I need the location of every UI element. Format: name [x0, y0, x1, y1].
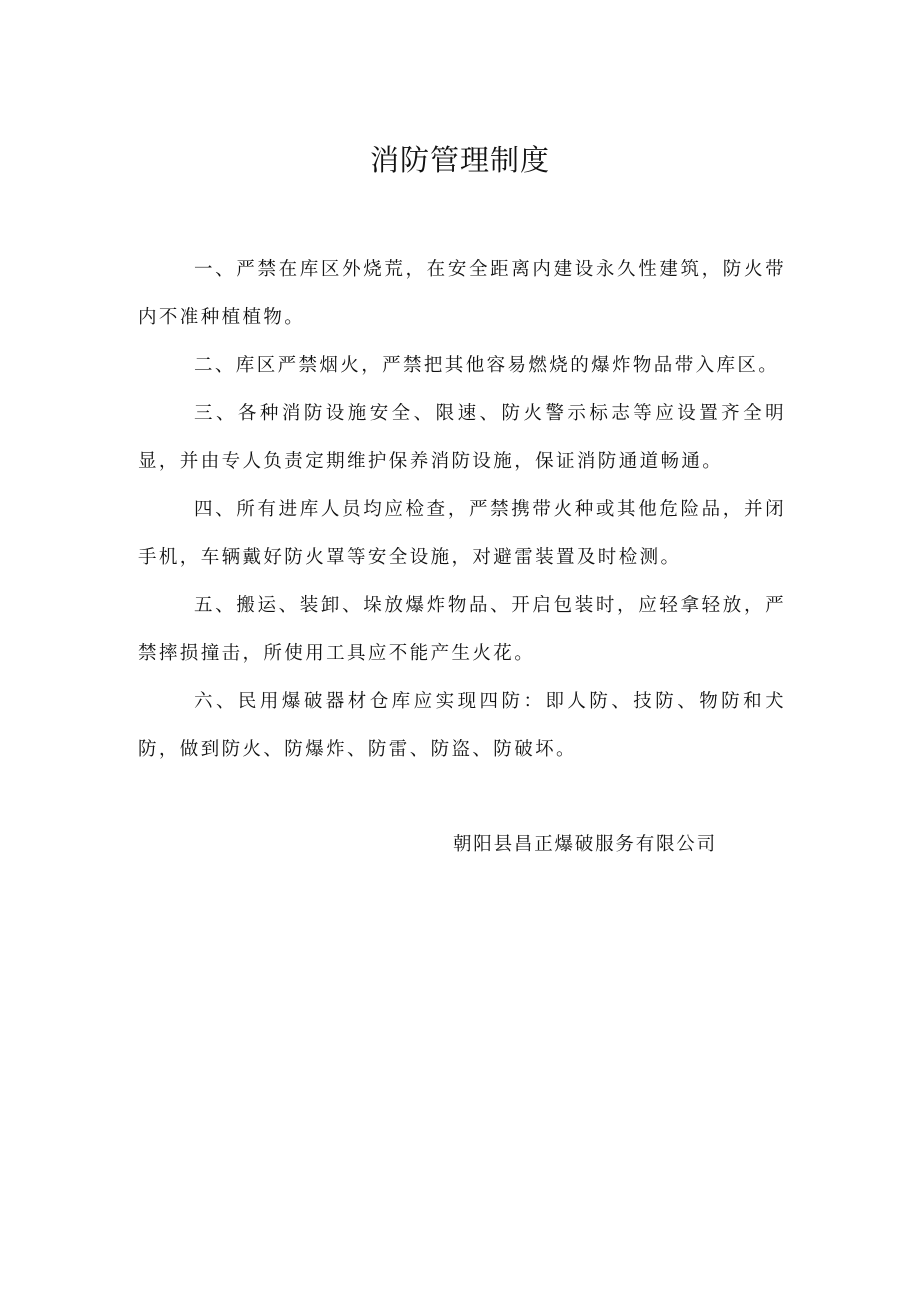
- paragraph-6: 六、民用爆破器材仓库应实现四防：即人防、技防、物防和犬防，做到防火、防爆炸、防雷、防盗、防破坏。: [138, 691, 786, 760]
- paragraph-3: 三、各种消防设施安全、限速、防火警示标志等应设置齐全明显，并由专人负责定期维护保养消防设施，保证消防通道畅通。: [138, 403, 786, 472]
- document-title: 消防管理制度: [369, 143, 550, 177]
- paragraph-4: 四、所有进库人员均应检查，严禁携带火种或其他危险品，并闭手机，车辆戴好防火罩等安全设施，对避雷装置及时检测。: [138, 499, 786, 568]
- paragraph-5: 五、搬运、装卸、垛放爆炸物品、开启包装时，应轻拿轻放，严禁摔损撞击，所使用工具应不能产生火花。: [138, 595, 786, 664]
- paragraph-2: 二、库区严禁烟火，严禁把其他容易燃烧的爆炸物品带入库区。: [194, 355, 780, 376]
- document-body: [138, 246, 786, 774]
- paragraph-1: 一、严禁在库区外烧荒，在安全距离内建设永久性建筑，防火带内不准种植植物。: [138, 259, 786, 328]
- company-signature: 朝阳县昌正爆破服务有限公司: [453, 834, 717, 855]
